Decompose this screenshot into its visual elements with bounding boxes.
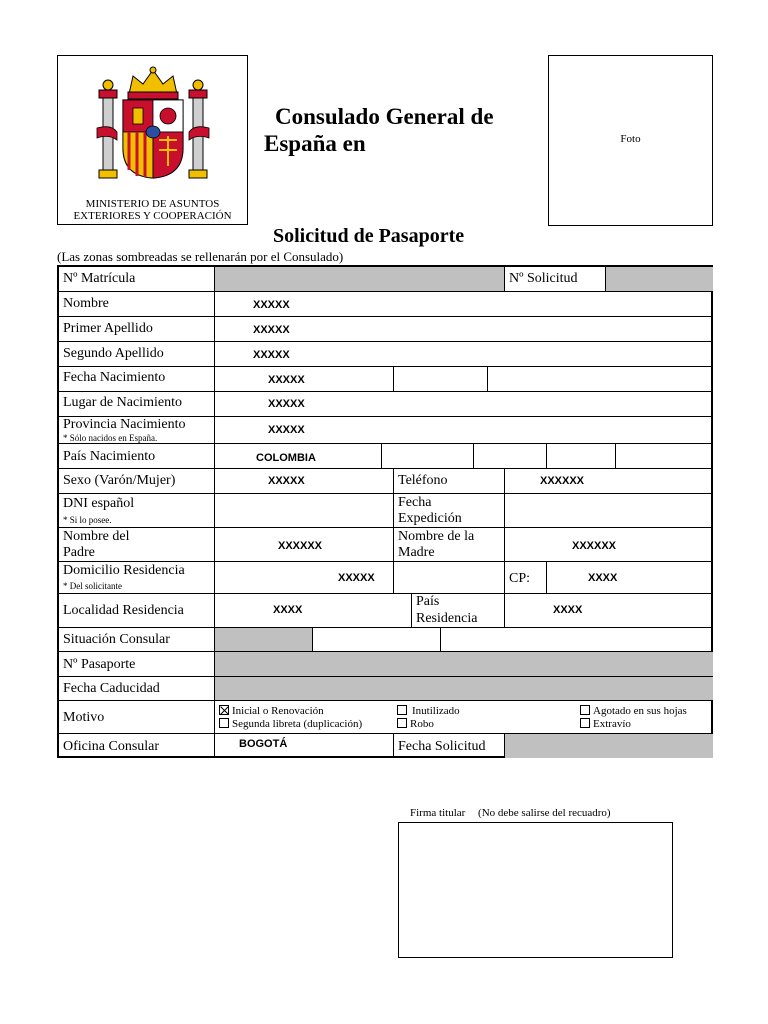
label-segundo-apellido: Segundo Apellido [63,346,164,361]
label-sexo: Sexo (Varón/Mujer) [63,473,176,488]
consulate-title [264,103,494,157]
label-telefono: Teléfono [398,473,448,488]
label-nombre-padre-line-1: Nombre del [63,529,130,544]
label-nombre-padre-line-2: Padre [63,545,95,560]
nombre-padre-value[interactable]: XXXXXX [278,540,323,552]
signature-note: (No debe salirse del recuadro) [478,807,611,819]
ministry-line-2: EXTERIORES Y COOPERACIÓN [73,210,232,222]
domicilio-value[interactable]: XXXXX [338,572,375,584]
ministry-logo-box [57,55,248,225]
motivo-option-inicial[interactable] [219,705,324,717]
motivo-label-agotado: Agotado en sus hojas [593,705,687,717]
pasaporte-field[interactable] [215,652,713,676]
label-nombre-madre-line-1: Nombre de la [398,529,475,544]
label-fecha-nacimiento: Fecha Nacimiento [63,370,166,385]
consulate-title-line-2: España en [264,131,366,156]
oficina-consular-value[interactable]: BOGOTÁ [239,738,288,750]
pais-residencia-value[interactable]: XXXX [553,604,583,616]
label-pais-residencia-line-2: Residencia [416,611,478,626]
localidad-value[interactable]: XXXX [273,604,303,616]
label-solicitud: Nº Solicitud [509,271,578,286]
label-fecha-solicitud: Fecha Solicitud [398,739,486,754]
fecha-caducidad-field[interactable] [215,676,713,701]
label-localidad: Localidad Residencia [63,603,184,618]
pais-nacimiento-value[interactable]: COLOMBIA [256,452,316,464]
form-title: Solicitud de Pasaporte [273,225,465,247]
lugar-nacimiento-value[interactable]: XXXXX [268,398,305,410]
motivo-option-extravio[interactable] [580,718,631,730]
nombre-value[interactable]: XXXXX [253,299,290,311]
motivo-label-inutilizado: Inutilizado [412,705,460,717]
dni-note: * Si lo posee. [63,515,112,525]
label-fecha-caducidad: Fecha Caducidad [63,681,160,696]
label-motivo: Motivo [63,710,105,725]
coat-of-arms-icon [95,66,211,186]
label-situacion-consular: Situación Consular [63,632,170,647]
motivo-option-segunda-libreta[interactable] [219,718,362,730]
photo-box[interactable] [548,55,713,226]
label-domicilio: Domicilio Residencia [63,563,185,578]
motivo-label-segunda-libreta: Segunda libreta (duplicación) [232,718,363,730]
checkbox-segunda-libreta[interactable] [219,718,229,728]
nombre-madre-value[interactable]: XXXXXX [572,540,617,552]
checkbox-robo[interactable] [397,718,407,728]
telefono-value[interactable]: XXXXXX [540,475,585,487]
label-matricula: Nº Matrícula [63,271,136,286]
passport-form-table [57,265,713,758]
photo-label: Foto [620,133,641,145]
label-lugar-nacimiento: Lugar de Nacimiento [63,395,182,410]
label-nombre-madre-line-2: Madre [398,545,435,560]
segundo-apellido-value[interactable]: XXXXX [253,349,290,361]
motivo-option-inutilizado[interactable] [397,705,460,717]
label-dni: DNI español [63,496,135,511]
domicilio-note: * Del solicitante [63,581,122,591]
label-oficina-consular: Oficina Consular [63,739,160,754]
label-nombre: Nombre [63,296,109,311]
signature-label: Firma titular [410,807,466,819]
provincia-nacimiento-value[interactable]: XXXXX [268,424,305,436]
checkbox-inicial[interactable] [219,705,229,715]
signature-caption [410,807,611,819]
fecha-solicitud-field[interactable] [504,734,713,758]
fecha-nacimiento-value[interactable]: XXXXX [268,374,305,386]
motivo-option-robo[interactable] [397,718,434,730]
sexo-value[interactable]: XXXXX [268,475,305,487]
primer-apellido-value[interactable]: XXXXX [253,324,290,336]
consulate-title-line-1: Consulado General de [275,104,494,129]
checkbox-extravio[interactable] [580,718,590,728]
motivo-label-extravio: Extravío [593,718,631,730]
label-pasaporte: Nº Pasaporte [63,657,136,672]
checkbox-agotado[interactable] [580,705,590,715]
label-provincia-nacimiento: Provincia Nacimiento [63,417,186,432]
provincia-note: * Sólo nacidos en España. [63,433,158,443]
cp-value[interactable]: XXXX [588,572,618,584]
label-pais-residencia-line-1: País [416,594,440,609]
shaded-zones-note: (Las zonas sombreadas se rellenarán por el Consulado) [57,249,344,264]
label-primer-apellido: Primer Apellido [63,321,153,336]
motivo-option-agotado[interactable] [580,705,687,717]
label-fecha-expedicion-line-1: Fecha [398,495,432,510]
motivo-label-robo: Robo [410,718,434,730]
label-fecha-expedicion-line-2: Expedición [398,511,462,526]
signature-box[interactable] [398,822,673,958]
motivo-label-inicial: Inicial o Renovación [232,705,324,717]
situacion-consular-field[interactable] [215,628,312,652]
checkbox-inutilizado[interactable] [397,705,407,715]
ministry-line-1: MINISTERIO DE ASUNTOS [85,198,220,210]
label-pais-nacimiento: País Nacimiento [63,449,156,464]
label-cp: CP: [509,571,531,586]
solicitud-field[interactable] [606,267,713,292]
matricula-field[interactable] [215,267,504,292]
